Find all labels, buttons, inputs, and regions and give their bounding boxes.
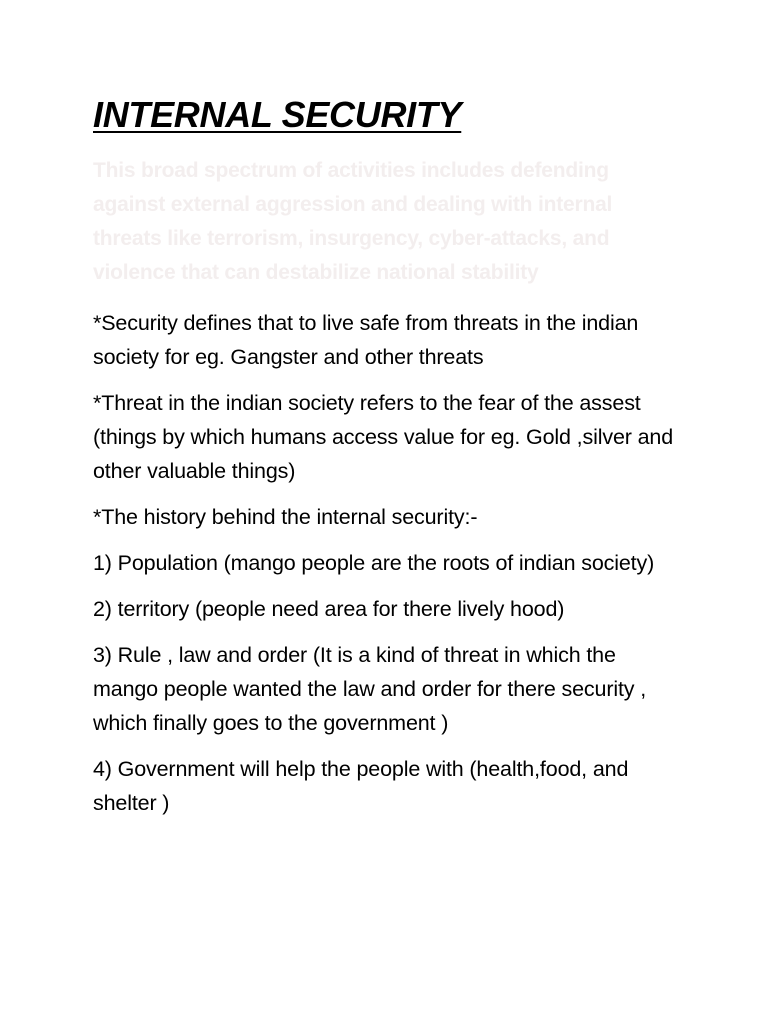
- list-item-population: 1) Population (mango people are the roots of indian society): [93, 551, 655, 575]
- list-item-territory: 2) territory (people need area for there lively hood): [93, 597, 565, 621]
- faded-intro-paragraph: This broad spectrum of activities includes defending against external aggression and dealing with internal threats like terrorism, insurgency, cyber-attacks, and violence that can destabilize national stability: [93, 159, 613, 284]
- list-item-government: 4) Government will help the people with (health,food, and shelter ): [93, 757, 629, 815]
- paragraph-threat-definition: *Threat in the indian society refers to the fear of the assest (things by which humans access value for eg. Gold ,silver and other valuable things): [93, 391, 674, 483]
- document-body: [93, 92, 683, 820]
- paragraph-security-definition: *Security defines that to live safe from threats in the indian society for eg. Gangster and other threats: [93, 311, 639, 369]
- paragraph-history-heading: *The history behind the internal security:-: [93, 505, 478, 529]
- list-item-rule-law-order: 3) Rule , law and order (It is a kind of threat in which the mango people wanted the law and order for there security , which finally goes to the government ): [93, 643, 647, 735]
- document-title: INTERNAL SECURITY: [93, 94, 462, 135]
